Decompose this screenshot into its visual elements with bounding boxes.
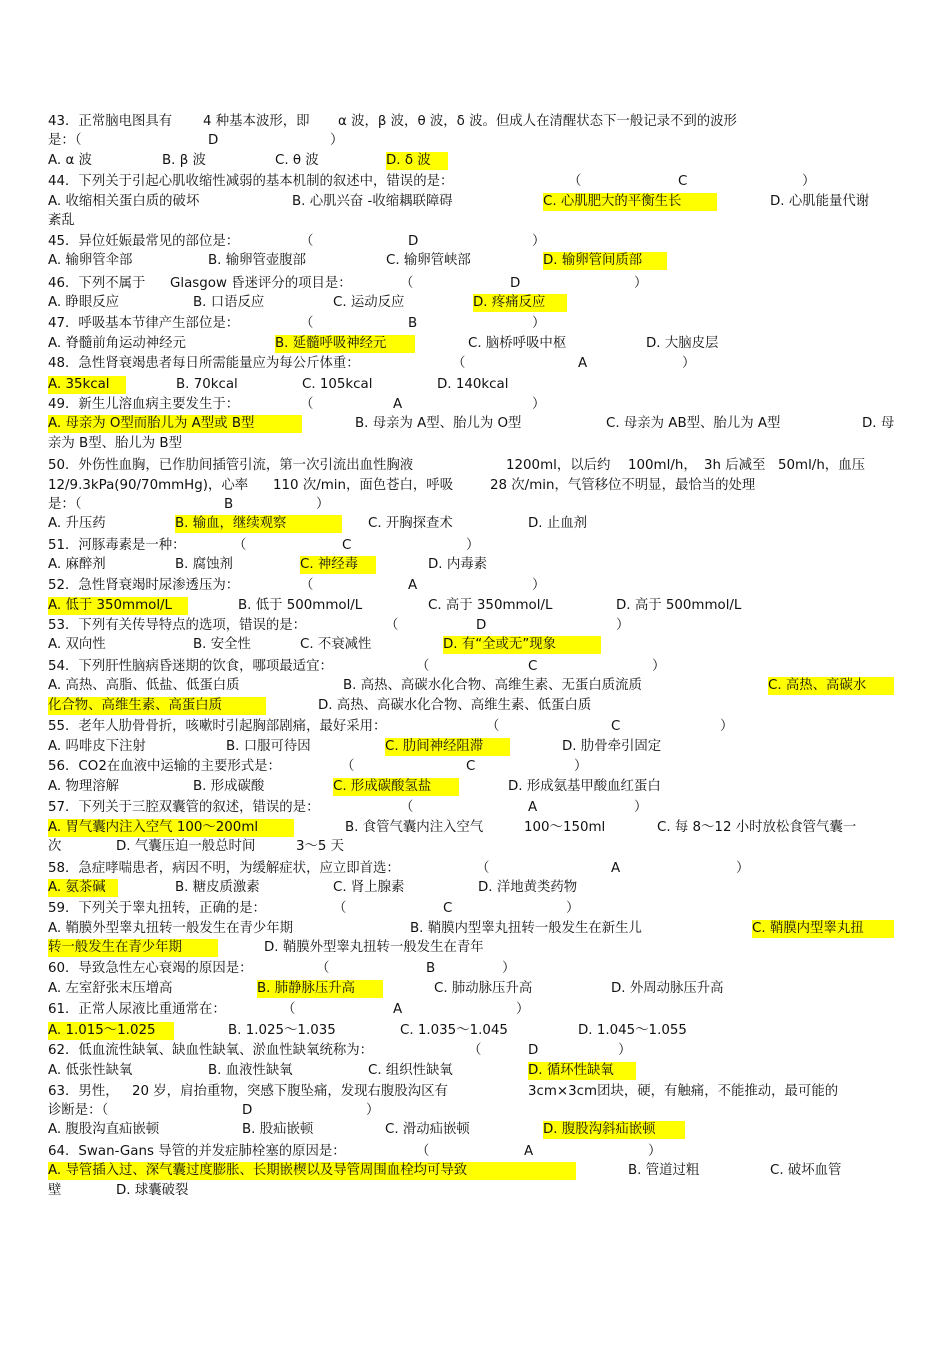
question-text: C. 每 8～12 小时放松食管气囊一 [657, 820, 857, 835]
question-text: D [408, 234, 419, 249]
question-text: C. 1.035～1.045 [400, 1023, 508, 1038]
question-text: 紊乱 [48, 213, 75, 228]
question-text: ） [330, 133, 344, 148]
question-text: 58．急症哮喘患者，病因不明，为缓解症状，应立即首选： [48, 861, 400, 876]
question-text: （ [400, 276, 414, 291]
question-text: 63．男性， [48, 1084, 119, 1099]
question-text: 48．急性肾衰竭患者每日所需能量应为每公斤体重： [48, 356, 360, 371]
highlighted-answer-text: D. δ 波 [386, 152, 448, 170]
question-text: B. 低于 500mmol/L [238, 598, 363, 613]
question-text: D. 止血剂 [528, 516, 587, 531]
question-text: ） [532, 397, 546, 412]
question-text: （ [416, 659, 430, 674]
question-text: A. 吗啡皮下注射 [48, 739, 146, 754]
question-text: （ [568, 174, 582, 189]
question-text: 3h 后减至 [704, 458, 766, 473]
question-text: ） [466, 538, 480, 553]
question-text: 次 [48, 839, 62, 854]
question-text: 是：（ [48, 497, 82, 512]
question-text: 60．导致急性左心衰竭的原因是： [48, 961, 253, 976]
question-text: （ [486, 719, 500, 734]
question-text: 59．下列关于睾丸扭转，正确的是： [48, 901, 266, 916]
question-text: ） [532, 578, 546, 593]
highlighted-answer-text: C. 神经毒 [300, 556, 376, 574]
question-text: 28 次/min，气管移位不明显，最恰当的处理 [490, 478, 756, 493]
question-text: 110 次/min，面色苍白，呼吸 [273, 478, 454, 493]
question-text: 44．下列关于引起心肌收缩性减弱的基本机制的叙述中，错误的是： [48, 174, 454, 189]
highlighted-answer-text: A. 35kcal [48, 376, 126, 394]
question-text: B. 输卵管壶腹部 [208, 253, 307, 268]
highlighted-answer-text: C. 肋间神经阻滞 [385, 738, 510, 756]
question-text: B [224, 497, 234, 512]
question-text: C. 滑动疝嵌顿 [385, 1122, 470, 1137]
question-text: A. 高热、高脂、低盐、低蛋白质 [48, 678, 240, 693]
question-text: C. 肺动脉压升高 [434, 981, 533, 996]
question-text: 52．急性肾衰竭时尿渗透压为： [48, 578, 240, 593]
question-text: A. 输卵管伞部 [48, 253, 133, 268]
question-text: ） [616, 618, 630, 633]
question-text: 51．河豚毒素是一种： [48, 538, 186, 553]
question-text: B. 安全性 [193, 637, 251, 652]
question-text: 12/9.3kPa(90/70mmHg)，心率 [48, 478, 249, 493]
question-text: （ [300, 234, 314, 249]
question-text: C. θ 波 [275, 153, 319, 168]
question-text: B. 口语反应 [193, 295, 265, 310]
question-text: B. 管道过粗 [628, 1163, 700, 1178]
question-text: B. 鞘膜内型睾丸扭转一般发生在新生儿 [410, 921, 642, 936]
question-text: A. 收缩相关蛋白质的破坏 [48, 194, 200, 209]
question-text: （ [468, 1043, 482, 1058]
question-text: B. 母亲为 A型、胎儿为 O型 [355, 416, 522, 431]
highlighted-answer-text: A. 氨茶碱 [48, 879, 118, 897]
question-text: 1200ml，以后约 [506, 458, 611, 473]
question-text: C. 不衰减性 [300, 637, 372, 652]
question-text: 诊断是：（ [48, 1103, 109, 1118]
question-text: B. 心肌兴奋 -收缩耦联障碍 [292, 194, 453, 209]
question-text: C [342, 538, 352, 553]
question-text: ） [736, 861, 750, 876]
question-text: A [611, 861, 621, 876]
question-text: 20 岁，肩抬重物，突感下腹坠痛，发现右腹股沟区有 [132, 1084, 448, 1099]
question-text: B. β 波 [162, 153, 206, 168]
highlighted-answer-text: B. 延髓呼吸神经元 [275, 335, 415, 353]
highlighted-answer-text: C. 鞘膜内型睾丸扭 [752, 920, 894, 938]
question-text: B. 高热、高碳水化合物、高维生素、无蛋白质流质 [343, 678, 642, 693]
question-text: C. 破坏血管 [770, 1163, 842, 1178]
question-text: 43．正常脑电图具有 [48, 114, 173, 129]
question-text: 54．下列肝性脑病昏迷期的饮食，哪项最适宜： [48, 659, 333, 674]
question-text: C [678, 174, 688, 189]
question-text: C. 肾上腺素 [333, 880, 405, 895]
question-text: D. 心肌能量代谢 [770, 194, 870, 209]
question-text: ） [802, 174, 816, 189]
question-text: （ [476, 861, 490, 876]
question-text: D. 球囊破裂 [116, 1183, 189, 1198]
question-text: 45．异位妊娠最常见的部位是： [48, 234, 240, 249]
question-text: （ [282, 1002, 296, 1017]
question-text: A [393, 397, 403, 412]
question-text: ） [316, 497, 330, 512]
question-text: 61．正常人尿液比重通常在： [48, 1002, 226, 1017]
question-text: A. 升压药 [48, 516, 106, 531]
highlighted-answer-text: A. 导管插入过、深气囊过度膨胀、长期嵌楔以及导管周围血栓均可导致 [48, 1162, 576, 1180]
question-text: ） [574, 759, 588, 774]
question-text: ） [502, 961, 516, 976]
highlighted-answer-text: A. 胃气囊内注入空气 100～200ml [48, 819, 294, 837]
question-text: 100～150ml [524, 820, 606, 835]
question-text: D. 外周动脉压升高 [611, 981, 724, 996]
question-text: C. 组织性缺氧 [368, 1063, 453, 1078]
question-text: B. 70kcal [176, 377, 238, 392]
highlighted-answer-text: C. 高热、高碳水 [768, 677, 894, 695]
question-text: ） [634, 276, 648, 291]
highlighted-answer-text: 化合物、高维生素、高蛋白质 [48, 697, 266, 715]
question-text: C. 输卵管峡部 [386, 253, 471, 268]
question-text: C. 105kcal [302, 377, 373, 392]
question-text: B. 食管气囊内注入空气 [345, 820, 484, 835]
question-text: A. 双向性 [48, 637, 106, 652]
question-text: （ [341, 759, 355, 774]
question-text: A. 鞘膜外型睾丸扭转一般发生在青少年期 [48, 921, 294, 936]
question-text: D. 母 [862, 416, 895, 431]
highlighted-answer-text: D. 循环性缺氧 [528, 1062, 636, 1080]
question-text: 50．外伤性血胸，已作肋间插管引流，第一次引流出血性胸液 [48, 458, 414, 473]
question-text: （ [333, 901, 347, 916]
question-text: A [524, 1144, 534, 1159]
question-text: D. 内毒素 [428, 557, 487, 572]
question-text: 壁 [48, 1183, 62, 1198]
question-text: 3～5 天 [296, 839, 345, 854]
question-text: D. 鞘膜外型睾丸扭转一般发生在青年 [264, 940, 484, 955]
highlighted-answer-text: 转一般发生在青少年期 [48, 939, 218, 957]
question-text: ） [532, 316, 546, 331]
question-text: 56．CO2在血液中运输的主要形式是： [48, 759, 281, 774]
question-text: （ [316, 961, 330, 976]
highlighted-answer-text: D. 疼痛反应 [473, 294, 567, 312]
question-text: （ [452, 356, 466, 371]
question-text: C. 母亲为 AB型、胎儿为 A型 [606, 416, 781, 431]
question-text: A. 睁眼反应 [48, 295, 119, 310]
question-text: 53．下列有关传导特点的选项，错误的是： [48, 618, 307, 633]
question-text: D. 1.045～1.055 [578, 1023, 687, 1038]
question-text: 64．Swan-Gans 导管的并发症肺栓塞的原因是： [48, 1144, 346, 1159]
question-text: （ [400, 800, 414, 815]
question-text: ） [618, 1043, 632, 1058]
question-text: C. 开胸探查术 [368, 516, 453, 531]
question-text: B. 口服可待因 [226, 739, 311, 754]
question-text: D. 形成氨基甲酸血红蛋白 [508, 779, 661, 794]
question-text: A. 低张性缺氧 [48, 1063, 133, 1078]
question-text: 4 种基本波形，即 [203, 114, 310, 129]
highlighted-answer-text: C. 形成碳酸氢盐 [333, 778, 459, 796]
question-text: 57．下列关于三腔双囊管的叙述，错误的是： [48, 800, 320, 815]
question-text: B. 腐蚀剂 [175, 557, 233, 572]
question-text: A. 左室舒张末压增高 [48, 981, 173, 996]
question-text: D. 大脑皮层 [646, 336, 719, 351]
question-text: 3cm×3cm团块，硬，有触痛，不能推动，最可能的 [528, 1084, 839, 1099]
question-text: D. 高于 500mmol/L [616, 598, 742, 613]
highlighted-answer-text: B. 输血，继续观察 [175, 515, 342, 533]
question-text: 49．新生儿溶血病主要发生于： [48, 397, 240, 412]
question-text: A [408, 578, 418, 593]
question-text: C [443, 901, 453, 916]
highlighted-answer-text: A. 低于 350mmol/L [48, 597, 188, 615]
question-text: B. 1.025～1.035 [228, 1023, 336, 1038]
question-text: D [242, 1103, 253, 1118]
question-text: 62．低血流性缺氧、缺血性缺氧、淤血性缺氧统称为： [48, 1043, 374, 1058]
question-text: D [208, 133, 219, 148]
question-text: D. 气囊压迫一般总时间 [116, 839, 256, 854]
question-text: D [510, 276, 521, 291]
question-text: （ [300, 578, 314, 593]
question-text: 是：（ [48, 133, 82, 148]
question-text: C [528, 659, 538, 674]
question-text: ） [648, 1144, 662, 1159]
question-text: ） [566, 901, 580, 916]
question-text: A. 脊髓前角运动神经元 [48, 336, 186, 351]
question-text: （ [416, 1144, 430, 1159]
question-text: （ [233, 538, 247, 553]
question-text: ） [634, 800, 648, 815]
highlighted-answer-text: A. 母亲为 O型而胎儿为 A型或 B型 [48, 415, 302, 433]
question-text: B. 股疝嵌顿 [242, 1122, 314, 1137]
question-text: （ [385, 618, 399, 633]
question-text: 46．下列不属于 [48, 276, 146, 291]
question-text: D. 高热、高碳水化合物、高维生素、低蛋白质 [318, 698, 592, 713]
highlighted-answer-text: D. 输卵管间质部 [543, 252, 667, 270]
question-text: （ [300, 316, 314, 331]
question-text: A. α 波 [48, 153, 92, 168]
question-text: B [426, 961, 436, 976]
question-text: 47．呼吸基本节律产生部位是： [48, 316, 240, 331]
question-text: 55．老年人肋骨骨折，咳嗽时引起胸部剧痛，最好采用： [48, 719, 387, 734]
question-text: D. 洋地黄类药物 [478, 880, 578, 895]
question-text: D [528, 1043, 539, 1058]
highlighted-answer-text: C. 心肌肥大的平衡生长 [543, 193, 717, 211]
question-text: ） [516, 1002, 530, 1017]
question-text: A. 物理溶解 [48, 779, 119, 794]
question-text: A [578, 356, 588, 371]
question-text: A [528, 800, 538, 815]
question-text: D. 肋骨牵引固定 [562, 739, 662, 754]
highlighted-answer-text: A. 1.015～1.025 [48, 1022, 174, 1040]
question-text: ） [682, 356, 696, 371]
question-text: C. 脑桥呼吸中枢 [468, 336, 567, 351]
question-text: Glasgow 昏迷评分的项目是： [170, 276, 352, 291]
question-text: B [408, 316, 418, 331]
question-text: B. 血液性缺氧 [208, 1063, 293, 1078]
question-text: 50ml/h，血压 [778, 458, 865, 473]
question-text: （ [300, 397, 314, 412]
question-text: B. 糖皮质激素 [175, 880, 260, 895]
question-text: ） [720, 719, 734, 734]
question-text: C. 高于 350mmol/L [428, 598, 553, 613]
question-text: A. 麻醉剂 [48, 557, 106, 572]
question-text: A [393, 1002, 403, 1017]
question-text: D [476, 618, 487, 633]
question-text: B. 形成碳酸 [193, 779, 265, 794]
question-text: D. 140kcal [437, 377, 509, 392]
highlighted-answer-text: B. 肺静脉压升高 [257, 980, 383, 998]
question-text: 亲为 B型、胎儿为 B型 [48, 436, 183, 451]
question-text: 100ml/h， [628, 458, 697, 473]
question-text: ） [532, 234, 546, 249]
highlighted-answer-text: D. 腹股沟斜疝嵌顿 [543, 1121, 685, 1139]
question-text: C [611, 719, 621, 734]
question-text: C. 运动反应 [333, 295, 405, 310]
question-text: A. 腹股沟直疝嵌顿 [48, 1122, 160, 1137]
question-text: C [466, 759, 476, 774]
question-text: ） [652, 659, 666, 674]
question-text: α 波，β 波，θ 波，δ 波。但成人在清醒状态下一般记录不到的波形 [338, 114, 737, 129]
question-text: ） [366, 1103, 380, 1118]
highlighted-answer-text: D. 有“全或无”现象 [443, 636, 601, 654]
